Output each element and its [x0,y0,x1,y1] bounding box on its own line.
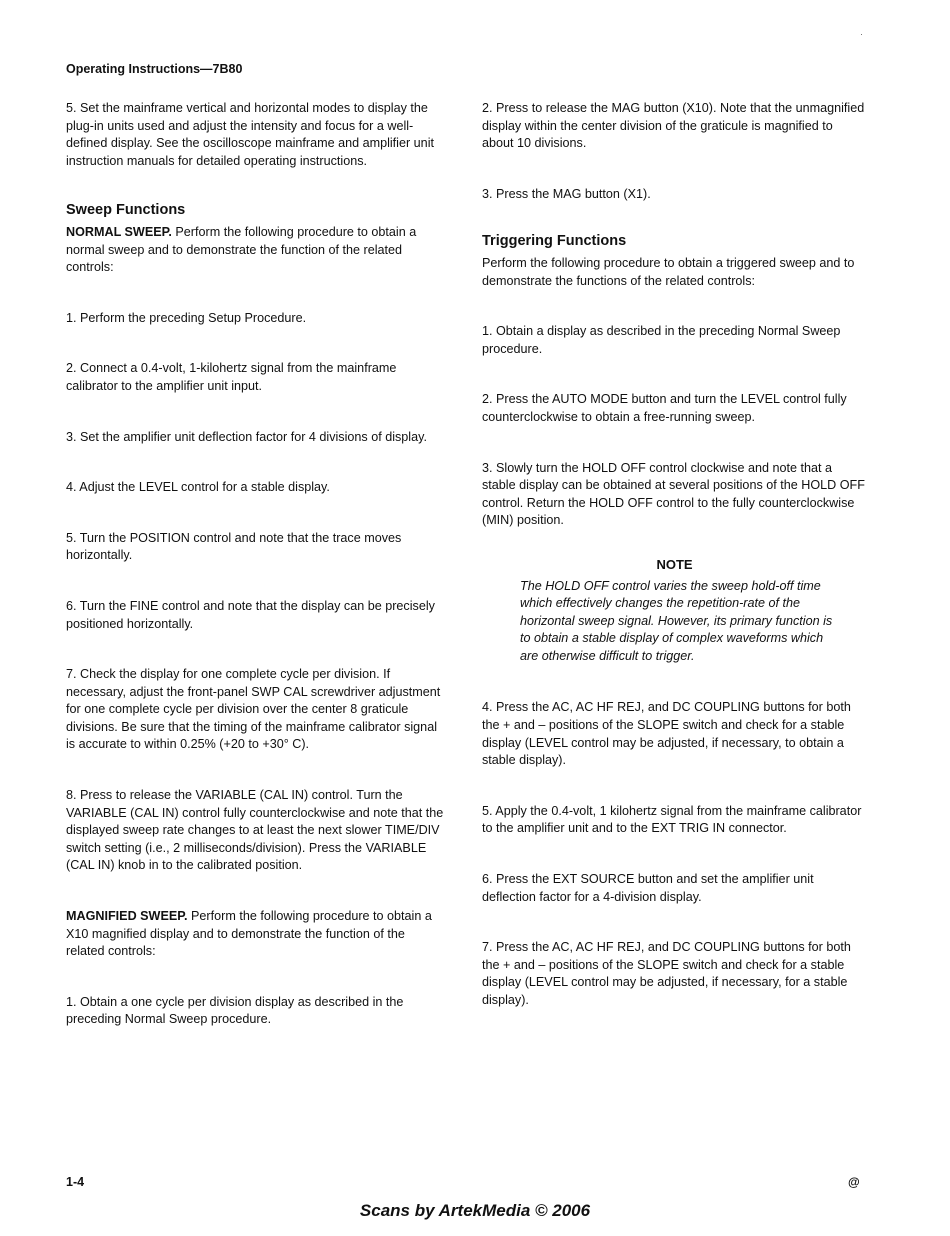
normal-sweep-label: NORMAL SWEEP. [66,224,172,239]
normal-step-1: 1. Perform the preceding Setup Procedure. [66,310,307,325]
magnified-step-1: 1. Obtain a one cycle per division display as described in the preceding Normal Sweep procedure. [66,994,404,1027]
trigger-step-7: 7. Press the AC, AC HF REJ, and DC COUPLING buttons for both the + and – positions of the SLOPE switch and check for a stable display (LEVEL control may be adjusted, if necessary, for a stable display). [482,940,851,1007]
sweep-functions-heading: Sweep Functions [66,202,186,219]
normal-step-8: 8. Press to release the VARIABLE (CAL IN) control. Turn the VARIABLE (CAL IN) control fully counterclockwise and note that the displayed sweep rate changes to at least the next slower TIME/DIV switch setting (i.e., 2 milliseconds/division). Press the VARIABLE (CAL IN) knob in to the calibrated position. [66,788,444,873]
normal-step-2: 2. Connect a 0.4-volt, 1-kilohertz signal from the mainframe calibrator to the amplifier unit input. [66,361,397,393]
right-column [482,100,867,1010]
scan-speck [861,34,862,35]
normal-step-7: 7. Check the display for one complete cycle per division. If necessary, adjust the front-panel SWP CAL screwdriver adjustment for one complete cycle per division over the center 8 graticule divisions. Be sure that the timing of the mainframe calibrator signal is accurate to within 0.25% (+20 to +30° C). [66,667,441,752]
normal-sweep-intro-text: Perform the following procedure to obtain a normal sweep and to demonstrate the function of the related controls: [66,224,417,275]
triggering-functions-heading: Triggering Functions [482,233,627,250]
footer-mark: @ [848,1175,860,1189]
trigger-step-4: 4. Press the AC, AC HF REJ, and DC COUPLING buttons for both the + and – positions of the SLOPE switch and check for a stable display (LEVEL control may be adjusted, if necessary, to obtain a stable display). [482,700,851,768]
normal-step-5: 5. Turn the POSITION control and note that the trace moves horizontally. [66,530,402,563]
page-header: Operating Instructions—7B80 [66,62,243,76]
trigger-step-6: 6. Press the EXT SOURCE button and set the amplifier unit deflection factor for a 4-division display. [482,872,814,904]
normal-step-3: 3. Set the amplifier unit deflection factor for 4 divisions of display. [66,429,427,444]
magnified-step-2: 2. Press to release the MAG button (X10). Note that the unmagnified display within the center division of the graticule is magnified to about 10 divisions. [482,101,865,151]
setup-step-5: 5. Set the mainframe vertical and horizontal modes to display the plug-in units used and adjust the intensity and focus for a well-defined display. See the oscilloscope mainframe and amplifier unit instruction manuals for detailed operating instructions. [66,101,434,168]
normal-sweep-intro [66,224,446,277]
magnified-sweep-intro-text: Perform the following procedure to obtain a X10 magnified display and to demonstrate the function of the related controls: [66,909,432,959]
magnified-sweep-intro [66,908,446,961]
normal-step-6: 6. Turn the FINE control and note that the display can be precisely positioned horizontally. [66,598,435,631]
note-heading: NOTE [656,556,693,572]
trigger-step-2: 2. Press the AUTO MODE button and turn the LEVEL control fully counterclockwise to obtain a free-running sweep. [482,392,847,424]
magnified-step-3: 3. Press the MAG button (X1). [482,186,651,201]
trigger-step-1: 1. Obtain a display as described in the preceding Normal Sweep procedure. [482,324,841,356]
trigger-step-5: 5. Apply the 0.4-volt, 1 kilohertz signal from the mainframe calibrator to the amplifier unit and to the EXT TRIG IN connector. [482,803,862,836]
left-column [66,100,446,1029]
normal-step-4: 4. Adjust the LEVEL control for a stable display. [66,480,330,495]
scan-credit: Scans by ArtekMedia © 2006 [359,1201,591,1220]
page-number: 1-4 [66,1175,85,1189]
trigger-step-3: 3. Slowly turn the HOLD OFF control clockwise and note that a stable display can be obtained at several positions of the HOLD OFF control. Return the HOLD OFF control to the fully counterclockwise (MIN) position. [482,460,865,528]
note-text: The HOLD OFF control varies the sweep hold-off time which effectively changes the repetition-rate of the horizontal sweep signal. However, its primary function is to obtain a stable display of complex waveforms which are otherwise difficult to trigger. [520,578,833,663]
magnified-sweep-label: MAGNIFIED SWEEP. [66,909,188,924]
triggering-intro: Perform the following procedure to obtain a triggered sweep and to demonstrate the functions of the related controls: [482,255,855,288]
